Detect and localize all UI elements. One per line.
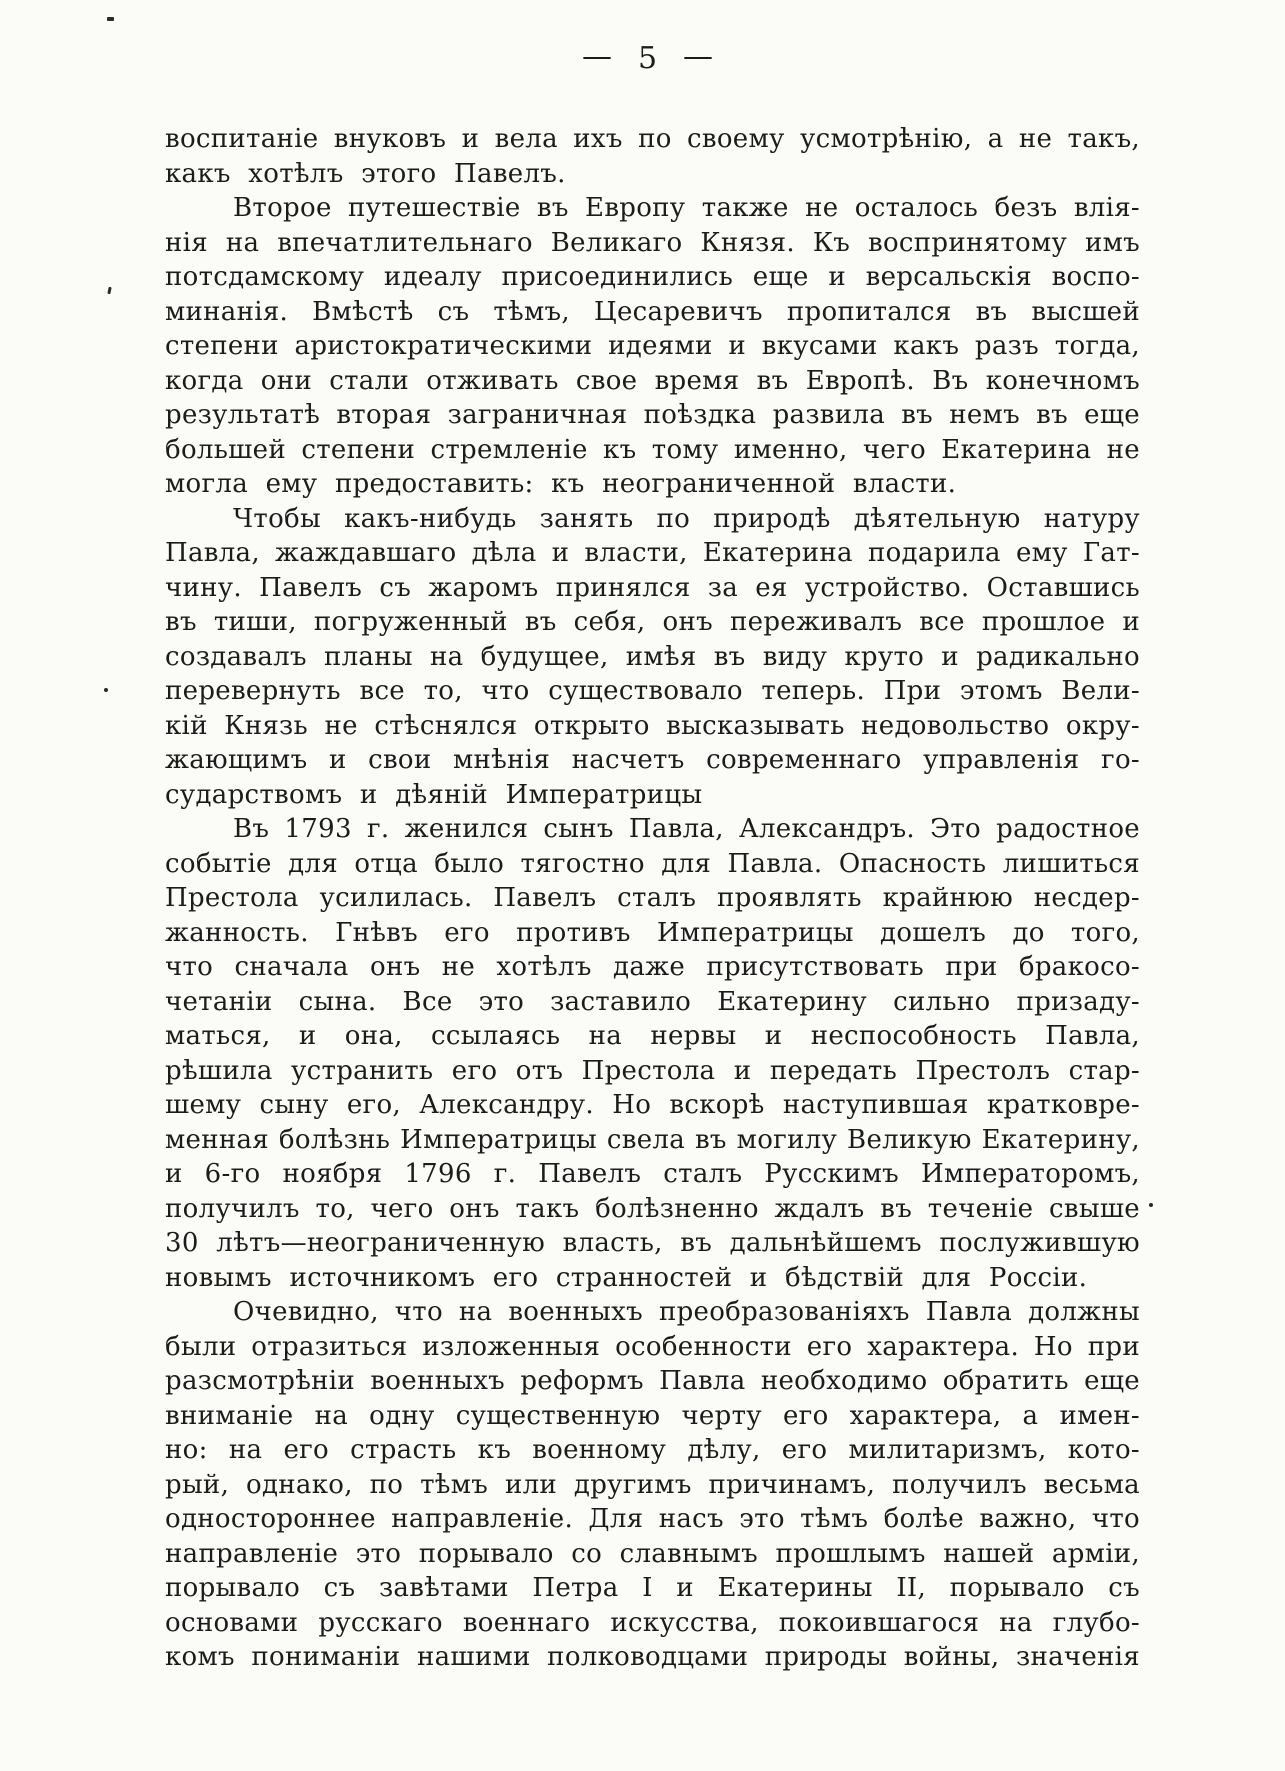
text-line: чину. Павелъ съ жаромъ принялся за ея устройство. Оставшись (165, 572, 1140, 603)
text-line: новымъ источникомъ его странностей и бѣдствій для Россіи. (165, 1262, 1088, 1293)
page-number: 5 (637, 41, 658, 76)
text-line: кій Князь не стѣснялся открыто высказывать недовольство окру- (165, 710, 1140, 741)
text-line: когда они стали отживать свое время въ Европѣ. Въ конечномъ (165, 365, 1140, 396)
scan-speck (107, 287, 111, 294)
text-line: основами русскаго военнаго искусства, покоившагося на глубо- (165, 1607, 1140, 1638)
text-line: въ тиши, погруженный въ себя, онъ переживалъ все прошлое и (165, 607, 1140, 637)
text-line: результатѣ вторая заграничная поѣздка развила въ немъ въ еще (165, 400, 1140, 430)
text-line: менная болѣзнь Императрицы свела въ могилу Великую Екатерину, (165, 1124, 1140, 1155)
page-header (160, 39, 1135, 76)
text-block (165, 122, 1140, 1675)
text-line: маться, и она, ссылаясь на нервы и неспособность Павла, (165, 1021, 1140, 1051)
text-line: шему сыну его, Александру. Но вскорѣ наступившая кратковре- (165, 1090, 1140, 1120)
text-line: что сначала онъ не хотѣлъ даже присутствовать при бракосо- (165, 952, 1140, 982)
text-line: минанія. Вмѣстѣ съ тѣмъ, Цесаревичъ пропитался въ высшей (165, 296, 1140, 327)
text-line: сударствомъ и дѣяній Императрицы (165, 779, 703, 810)
text-line: степени аристократическими идеями и вкусами какъ разъ тогда, (165, 331, 1140, 361)
text-line: какъ хотѣлъ этого Павелъ. (165, 158, 566, 189)
text-line: Очевидно, что на военныхъ преобразованіяхъ Павла должны (233, 1297, 1140, 1327)
text-line: Чтобы какъ-нибудь занять по природѣ дѣятельную натуру (233, 503, 1140, 534)
text-line: порывало съ завѣтами Петра I и Екатерины II, порывало съ (165, 1573, 1140, 1603)
text-line: рѣшила устранить его отъ Престола и передать Престолъ стар- (165, 1055, 1140, 1086)
text-line: были отразиться изложенныя особенности его характера. Но при (165, 1331, 1140, 1362)
text-line: Въ 1793 г. женился сынъ Павла, Александръ. Это радостное (233, 814, 1140, 844)
text-line: большей степени стремленіе къ тому именно, чего Екатерина не (165, 434, 1140, 465)
text-line: одностороннее направленіе. Для насъ это тѣмъ болѣе важно, что (165, 1504, 1140, 1534)
text-line: жанность. Гнѣвъ его противъ Императрицы дошелъ до того, (165, 917, 1140, 948)
text-line: и 6-го ноября 1796 г. Павелъ сталъ Русскимъ Императоромъ, (165, 1159, 1140, 1189)
text-line: но: на его страсть къ военному дѣлу, его милитаризмъ, кото- (165, 1435, 1140, 1465)
text-line: вниманіе на одну существенную черту его характера, а имен- (165, 1400, 1140, 1431)
text-line: Второе путешествіе въ Европу также не осталось безъ влія- (233, 193, 1140, 223)
text-line: 30 лѣтъ—неограниченную власть, въ дальнѣйшемъ послужившую (165, 1228, 1140, 1258)
text-line: жающимъ и свои мнѣнія насчетъ современнаго управленія го- (165, 745, 1140, 775)
text-line: направленіе это порывало со славнымъ прошлымъ нашей арміи, (165, 1538, 1140, 1569)
text-line: воспитаніе внуковъ и вела ихъ по своему усмотрѣнію, а не такъ, (165, 124, 1140, 154)
text-line: нія на впечатлительнаго Великаго Князя. Къ воспринятому имъ (165, 227, 1140, 258)
text-line: могла ему предоставить: къ неограниченной власти. (165, 469, 957, 499)
text-line: перевернуть все то, что существовало теперь. При этомъ Вели- (165, 676, 1140, 706)
text-line: Престола усилилась. Павелъ сталъ проявлять крайнюю несдер- (165, 883, 1140, 913)
text-line: Павла, жаждавшаго дѣла и власти, Екатерина подарила ему Гат- (165, 538, 1140, 568)
page-number-dash-right: — (683, 39, 714, 74)
text-line: четаніи сына. Все это заставило Екатерину сильно призаду- (165, 986, 1140, 1017)
text-line: разсмотрѣніи военныхъ реформъ Павла необходимо обратить еще (165, 1366, 1140, 1396)
text-line: потсдамскому идеалу присоединились еще и версальскія воспо- (165, 262, 1140, 292)
scan-speck (104, 688, 108, 692)
page-number-dash-left: — (581, 39, 612, 74)
text-line: событіе для отца было тягостно для Павла. Опасность лишиться (165, 848, 1140, 879)
text-line: комъ пониманіи нашими полководцами природы войны, значенія (165, 1642, 1140, 1672)
scan-speck (1149, 1203, 1153, 1207)
scan-speck (107, 17, 114, 21)
text-line: рый, однако, по тѣмъ или другимъ причинамъ, получилъ весьма (165, 1469, 1140, 1500)
text-line: создавалъ планы на будущее, имѣя въ виду круто и радикально (165, 641, 1140, 672)
text-line: получилъ то, чего онъ такъ болѣзненно ждалъ въ теченіе свыше (165, 1193, 1140, 1224)
